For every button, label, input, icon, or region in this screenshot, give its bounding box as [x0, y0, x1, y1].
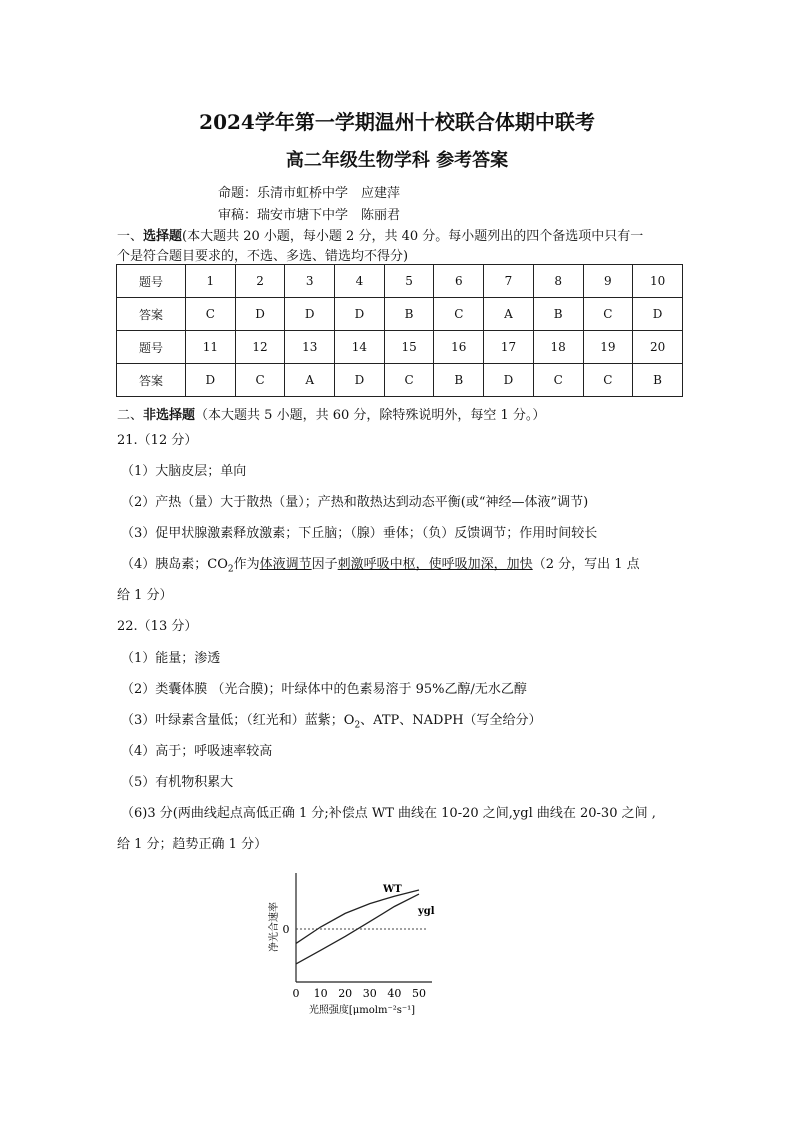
q22-heading: 22.（13 分）: [117, 619, 198, 634]
q22-answer-6: （6)3 分(两曲线起点高低正确 1 分;补偿点 WT 曲线在 10-20 之间,ygl 曲线在 20-30 之间 ,: [121, 806, 656, 821]
section1-heading: 一、选择题(本大题共 20 小题，每小题 2 分，共 40 分。每小题列出的四个备选项中只有一: [117, 229, 644, 244]
question-number: 17: [484, 331, 534, 364]
question-number: 11: [186, 331, 236, 364]
question-number: 13: [285, 331, 335, 364]
answer-cell: D: [335, 298, 385, 331]
x-tick-label: 10: [313, 987, 328, 1000]
q22-answer-1: （1）能量；渗透: [121, 651, 221, 666]
answer-cell: A: [484, 298, 534, 331]
document-title: 2024学年第一学期温州十校联合体期中联考: [199, 110, 595, 134]
q22-answer-5: （5）有机物积累大: [121, 775, 234, 790]
question-number: 9: [583, 265, 633, 298]
question-number: 12: [235, 331, 285, 364]
question-number: 3: [285, 265, 335, 298]
question-number: 20: [633, 331, 683, 364]
series-line-wt: [296, 890, 419, 943]
question-label: 题号: [117, 331, 186, 364]
section1-desc: 个是符合题目要求的，不选、多选、错选均不得分): [117, 249, 409, 264]
q22-answer-4: （4）高于；呼吸速率较高: [121, 744, 273, 759]
x-tick-label: 40: [387, 987, 402, 1000]
answer-cell: D: [484, 364, 534, 397]
question-number: 5: [384, 265, 434, 298]
x-tick-label: 0: [292, 987, 300, 1000]
q21-heading: 21.（12 分）: [117, 433, 198, 448]
y-axis-label: 净光合速率: [269, 902, 280, 952]
answer-cell: C: [235, 364, 285, 397]
answer-cell: B: [384, 298, 434, 331]
answer-cell: D: [285, 298, 335, 331]
answer-cell: C: [533, 364, 583, 397]
q21-answer-2: （2）产热（量）大于散热（量）；产热和散热达到动态平衡(或“神经—体液”调节): [121, 495, 589, 510]
legend-ygl: ygl: [418, 906, 435, 917]
q22-answer-2: （2）类囊体膜 （光合膜)；叶绿体中的色素易溶于 95%乙醇/无水乙醇: [121, 682, 527, 697]
q22-answer-6-cont: 给 1 分；趋势正确 1 分）: [117, 837, 268, 852]
question-number: 1: [186, 265, 236, 298]
question-label: 题号: [117, 265, 186, 298]
answer-cell: D: [633, 298, 683, 331]
q21-answer-1: （1）大脑皮层；单向: [121, 464, 247, 479]
answer-cell: C: [434, 298, 484, 331]
x-tick-label: 30: [362, 987, 377, 1000]
q21-answer-4-cont: 给 1 分）: [117, 588, 173, 603]
question-number: 2: [235, 265, 285, 298]
question-number: 14: [335, 331, 385, 364]
q22-answer-3: （3）叶绿素含量低；（红光和）蓝紫；$O_2$、ATP、NADPH（写全给分）: [121, 713, 542, 731]
q21-answer-3: （3）促甲状腺激素释放激素；下丘脑；（腺）垂体；（负）反馈调节；作用时间较长: [121, 526, 598, 541]
x-tick-label: 20: [338, 987, 353, 1000]
document-subtitle: 高二年级生物学科 参考答案: [285, 150, 509, 171]
answer-label: 答案: [117, 298, 186, 331]
answer-cell: B: [434, 364, 484, 397]
question-number: 4: [335, 265, 385, 298]
answer-cell: C: [384, 364, 434, 397]
question-number: 15: [384, 331, 434, 364]
x-tick-label: 50: [412, 987, 426, 1000]
answer-cell: B: [533, 298, 583, 331]
answer-cell: B: [633, 364, 683, 397]
answer-cell: A: [285, 364, 335, 397]
answer-label: 答案: [117, 364, 186, 397]
answer-cell: D: [335, 364, 385, 397]
question-number: 7: [484, 265, 534, 298]
answer-cell: D: [235, 298, 285, 331]
legend-wt: WT: [383, 884, 402, 895]
question-number: 16: [434, 331, 484, 364]
question-number: 8: [533, 265, 583, 298]
question-number: 18: [533, 331, 583, 364]
reviewer-line: 审稿：瑞安市塘下中学 陈丽君: [218, 208, 401, 223]
question-number: 10: [633, 265, 683, 298]
answer-cell: C: [583, 364, 633, 397]
y-tick-label: 0: [282, 923, 290, 936]
answer-cell: C: [186, 298, 236, 331]
question-number: 19: [583, 331, 633, 364]
question-number: 6: [434, 265, 484, 298]
q21-answer-4: （4）胰岛素；$CO_2$作为体液调节因子刺激呼吸中枢，使呼吸加深，加快（2 分，写出 1 点: [121, 557, 640, 575]
x-axis-label: 光照强度[μmolm⁻²s⁻¹]: [308, 1005, 416, 1016]
section2-heading: 二、非选择题（本大题共 5 小题，共 60 分，除特殊说明外，每空 1 分。）: [117, 408, 546, 423]
author-line: 命题：乐清市虹桥中学 应建萍: [218, 186, 401, 201]
answer-cell: C: [583, 298, 633, 331]
answer-cell: D: [186, 364, 236, 397]
